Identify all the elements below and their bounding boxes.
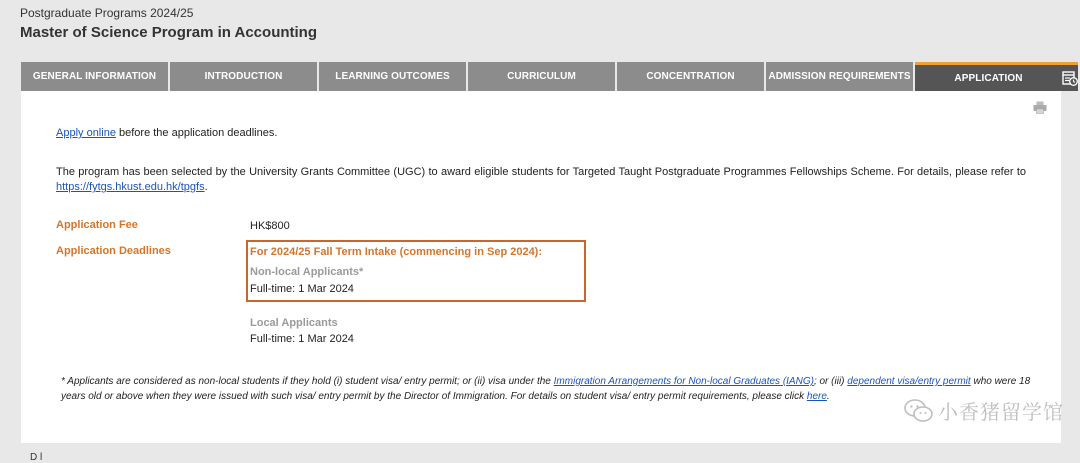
here-link[interactable]: here: [806, 391, 827, 402]
bottom-cut-text: D l: [30, 452, 43, 463]
apply-online-link[interactable]: Apply online: [56, 127, 116, 139]
tab-application[interactable]: APPLICATION: [915, 62, 1062, 91]
intake-heading: For 2024/25 Fall Term Intake (commencing in Sep 2024):: [250, 246, 543, 258]
footnote-text-3: who were 18 years old or above when they were issued with such visa/ entry permit by the Director of Immigration. For details on student visa/ entry permit requirements, please click: [61, 376, 1031, 402]
page-subtitle: Postgraduate Programs 2024/25: [20, 6, 194, 20]
tab-introduction[interactable]: INTRODUCTION: [170, 62, 317, 91]
wechat-icon: [904, 398, 934, 424]
non-local-footnote: [61, 374, 1041, 404]
print-button[interactable]: [1033, 101, 1047, 119]
ugc-link-end: .: [204, 181, 208, 193]
print-icon: [1033, 101, 1047, 114]
watermark: [904, 396, 1064, 425]
application-fee-value: HK$800: [250, 220, 290, 232]
page-title: Master of Science Program in Accounting: [20, 24, 318, 41]
calendar-clock-icon: [1062, 70, 1078, 86]
apply-online-line: [56, 126, 277, 141]
watermark-text: 小香猪留学馆: [938, 402, 1064, 424]
tab-curriculum[interactable]: CURRICULUM: [468, 62, 615, 91]
apply-online-rest: before the application deadlines.: [115, 127, 278, 139]
application-deadlines-label: Application Deadlines: [56, 245, 171, 257]
ugc-link[interactable]: https://fytgs.hkust.edu.hk/tpgfs: [56, 181, 205, 193]
footnote-text-2: ; or (iii): [813, 376, 848, 387]
application-panel: [21, 91, 1061, 443]
ugc-text: The program has been selected by the University Grants Committee (UGC) to award eligible students for Targeted Taught Postgraduate Programmes Fellowships Scheme. For details, please refer to: [56, 166, 1026, 178]
footnote-text-1: * Applicants are considered as non-local students if they hold (i) student visa/ entry permit; or (ii) visa under the: [61, 376, 554, 387]
tab-general-information[interactable]: GENERAL INFORMATION: [21, 62, 168, 91]
application-fee-label: Application Fee: [56, 219, 138, 231]
iang-link[interactable]: Immigration Arrangements for Non-local Graduates (IANG): [553, 376, 814, 387]
local-applicants-heading: Local Applicants: [250, 317, 338, 329]
tab-bar: [21, 62, 1061, 91]
page-header: [20, 6, 317, 41]
local-deadline: Full-time: 1 Mar 2024: [250, 333, 354, 345]
dependent-visa-link[interactable]: dependent visa/entry permit: [847, 376, 971, 387]
nonlocal-applicants-heading: Non-local Applicants*: [250, 266, 364, 278]
footnote-text-4: .: [826, 391, 830, 402]
ugc-paragraph: [56, 165, 1026, 195]
nonlocal-deadline: Full-time: 1 Mar 2024: [250, 283, 354, 295]
tab-learning-outcomes[interactable]: LEARNING OUTCOMES: [319, 62, 466, 91]
tab-admission-requirements[interactable]: ADMISSION REQUIREMENTS: [766, 62, 913, 91]
tab-concentration[interactable]: CONCENTRATION: [617, 62, 764, 91]
calendar-clock-button[interactable]: [1062, 62, 1078, 91]
